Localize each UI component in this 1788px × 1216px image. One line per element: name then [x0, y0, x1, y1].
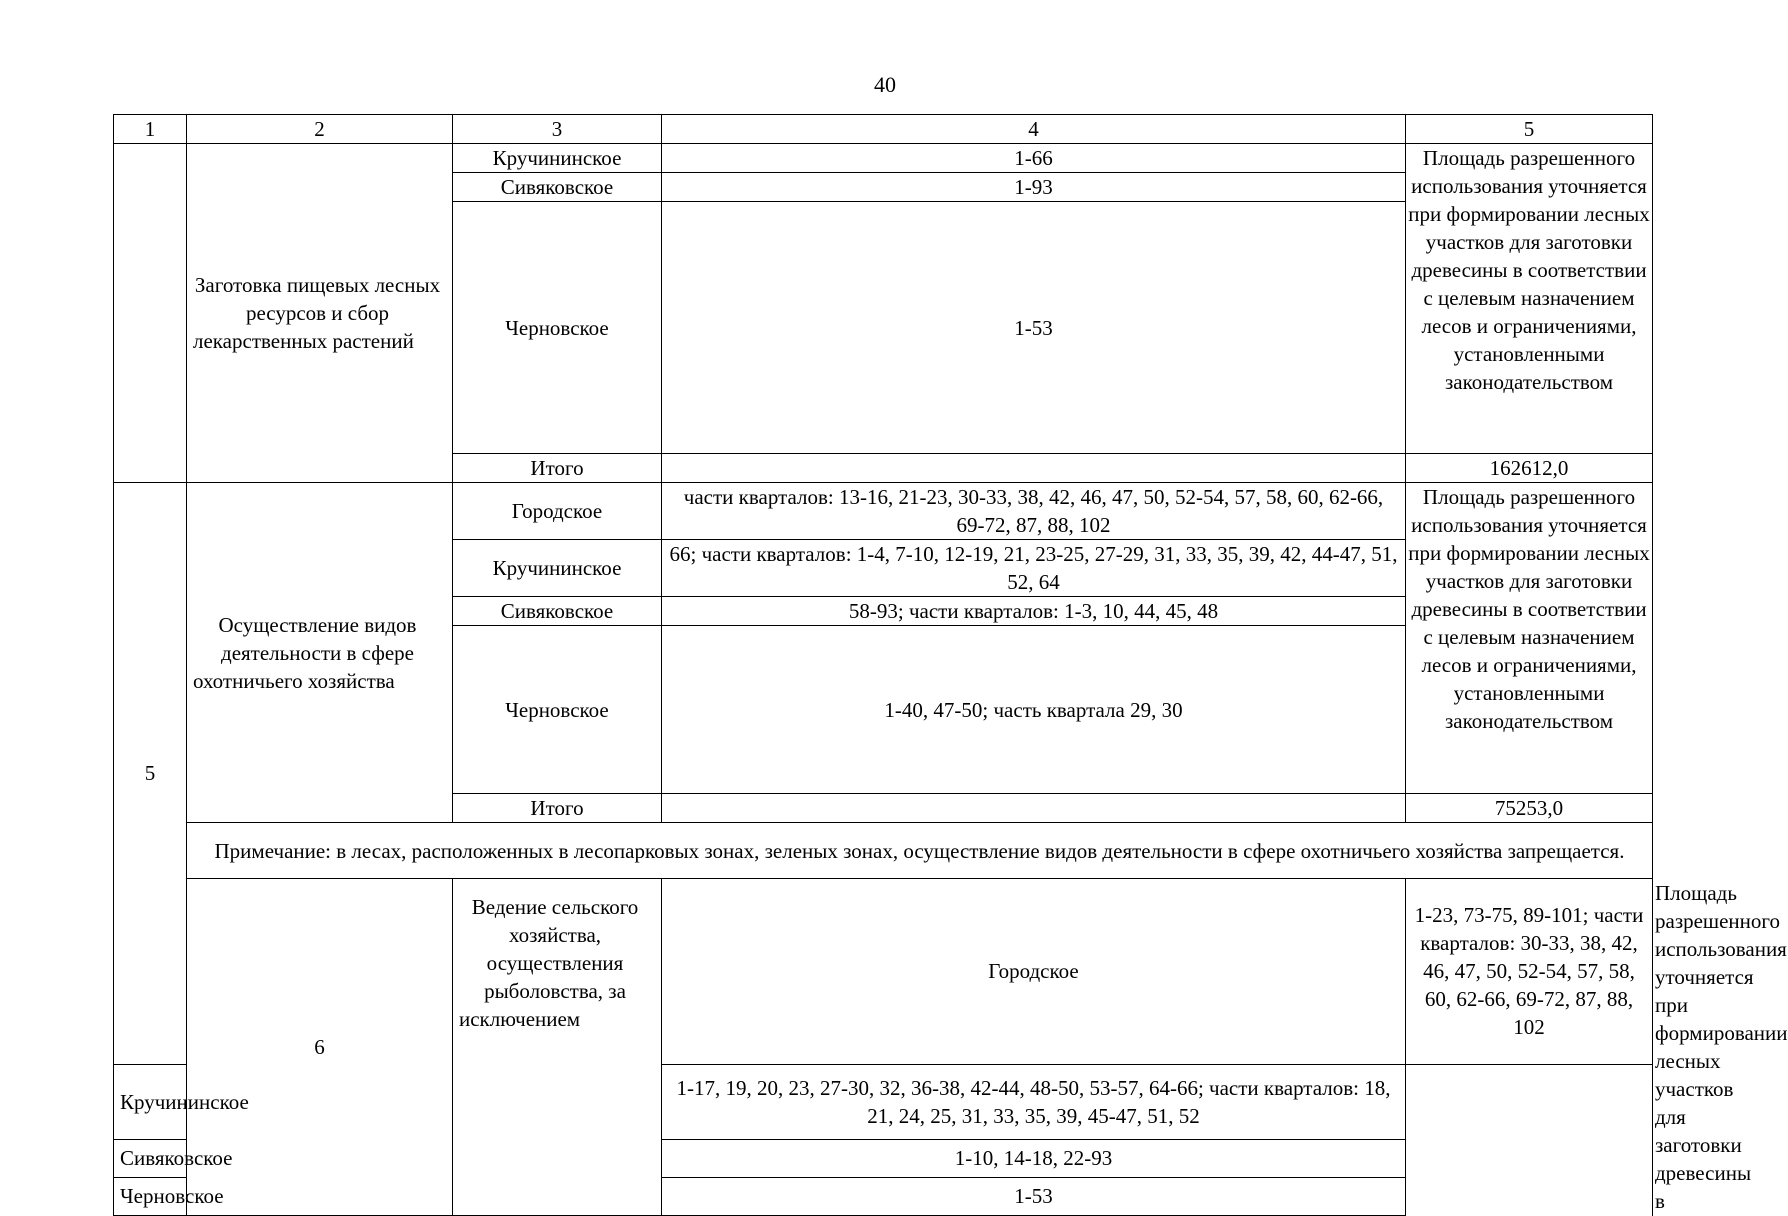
- row-number-cell: 6: [187, 879, 453, 1216]
- total-label: Итого: [453, 454, 662, 483]
- header-cell: 2: [187, 115, 453, 144]
- forestry-cell: Городское: [453, 483, 662, 540]
- quarters-cell: 1-10, 14-18, 22-93: [662, 1139, 1406, 1177]
- forestry-cell: Черновское: [453, 202, 662, 454]
- header-cell: 5: [1406, 115, 1653, 144]
- forestry-cell: Сивяковское: [453, 597, 662, 626]
- activity-cell: Осуществление видов деятельности в сфере охотничьего хозяйства: [187, 483, 453, 823]
- quarters-cell: 1-40, 47-50; часть квартала 29, 30: [662, 626, 1406, 794]
- quarters-cell: 1-66: [662, 144, 1406, 173]
- table-row: [114, 144, 1653, 173]
- quarters-cell: 1-93: [662, 173, 1406, 202]
- total-empty-cell: [662, 794, 1406, 823]
- quarters-cell: 1-53: [662, 202, 1406, 454]
- quarters-cell: 1-53: [662, 1177, 1406, 1215]
- table-header-row: [114, 115, 1653, 144]
- remark-cell: Примечание: в лесах, расположенных в лесопарковых зонах, зеленых зонах, осуществление видов деятельности в сфере охотничьего хозяйства запрещается.: [187, 823, 1653, 879]
- quarters-cell: 1-17, 19, 20, 23, 27-30, 32, 36-38, 42-44, 48-50, 53-57, 64-66; части кварталов: 18, 21, 24, 25, 31, 33, 35, 39, 45-47, 51, 52: [662, 1064, 1406, 1139]
- activity-cell: Ведение сельского хозяйства, осуществления рыболовства, за исключением: [453, 879, 662, 1216]
- row-number-cell: 5: [114, 483, 187, 1065]
- forestry-cell: Городское: [662, 879, 1406, 1065]
- forest-use-table: [113, 114, 1788, 1216]
- total-label: Итого: [453, 794, 662, 823]
- total-value: 75253,0: [1406, 794, 1653, 823]
- forestry-cell: Сивяковское: [453, 173, 662, 202]
- forestry-cell: Черновское: [114, 1177, 187, 1215]
- forestry-cell: Кручининское: [453, 540, 662, 597]
- header-cell: 1: [114, 115, 187, 144]
- forestry-cell: Сивяковское: [114, 1139, 187, 1177]
- activity-cell: Заготовка пищевых лесных ресурсов и сбор лекарственных растений: [187, 144, 453, 483]
- quarters-cell: части кварталов: 13-16, 21-23, 30-33, 38, 42, 46, 47, 50, 52-54, 57, 58, 60, 62-66, 69-72, 87, 88, 102: [662, 483, 1406, 540]
- note-cell: Площадь разрешенного использования уточняется при формировании лесных участков для заготовки древесины в соответствии с целевым назначением лесов и ограничениями, установленными законодательством: [1406, 483, 1653, 794]
- remark-row: [114, 823, 1653, 879]
- row-number-cell: [114, 144, 187, 483]
- table-row: 6 Ведение сельского хозяйства, осуществления рыболовства, за исключением Городское 1-23, 73-75, 89-101; части кварталов: 30-33, 38, 42, 46, 47, 50, 52-54, 57, 58, 60, 62-66, 69-72, 87, 88, 102 Площадь разрешенного использования уточняется при формировании лесных участков для заготовки древесины в: [114, 879, 1653, 1065]
- page-number: 40: [874, 72, 896, 97]
- header-cell: 3: [453, 115, 662, 144]
- quarters-cell: 66; части кварталов: 1-4, 7-10, 12-19, 21, 23-25, 27-29, 31, 33, 35, 39, 42, 44-47, 51, 52, 64: [662, 540, 1406, 597]
- quarters-cell: 1-23, 73-75, 89-101; части кварталов: 30-33, 38, 42, 46, 47, 50, 52-54, 57, 58, 60, 62-66, 69-72, 87, 88, 102: [1406, 879, 1653, 1065]
- quarters-cell: 58-93; части кварталов: 1-3, 10, 44, 45, 48: [662, 597, 1406, 626]
- note-cell: Площадь разрешенного использования уточняется при формировании лесных участков для заготовки древесины в соответствии с целевым назначением лесов и ограничениями, установленными законодательством: [1406, 144, 1653, 454]
- total-value: 162612,0: [1406, 454, 1653, 483]
- forestry-cell: Кручининское: [114, 1064, 187, 1139]
- table-row: [114, 483, 1653, 540]
- forestry-cell: Черновское: [453, 626, 662, 794]
- header-cell: 4: [662, 115, 1406, 144]
- total-empty-cell: [662, 454, 1406, 483]
- forestry-cell: Кручининское: [453, 144, 662, 173]
